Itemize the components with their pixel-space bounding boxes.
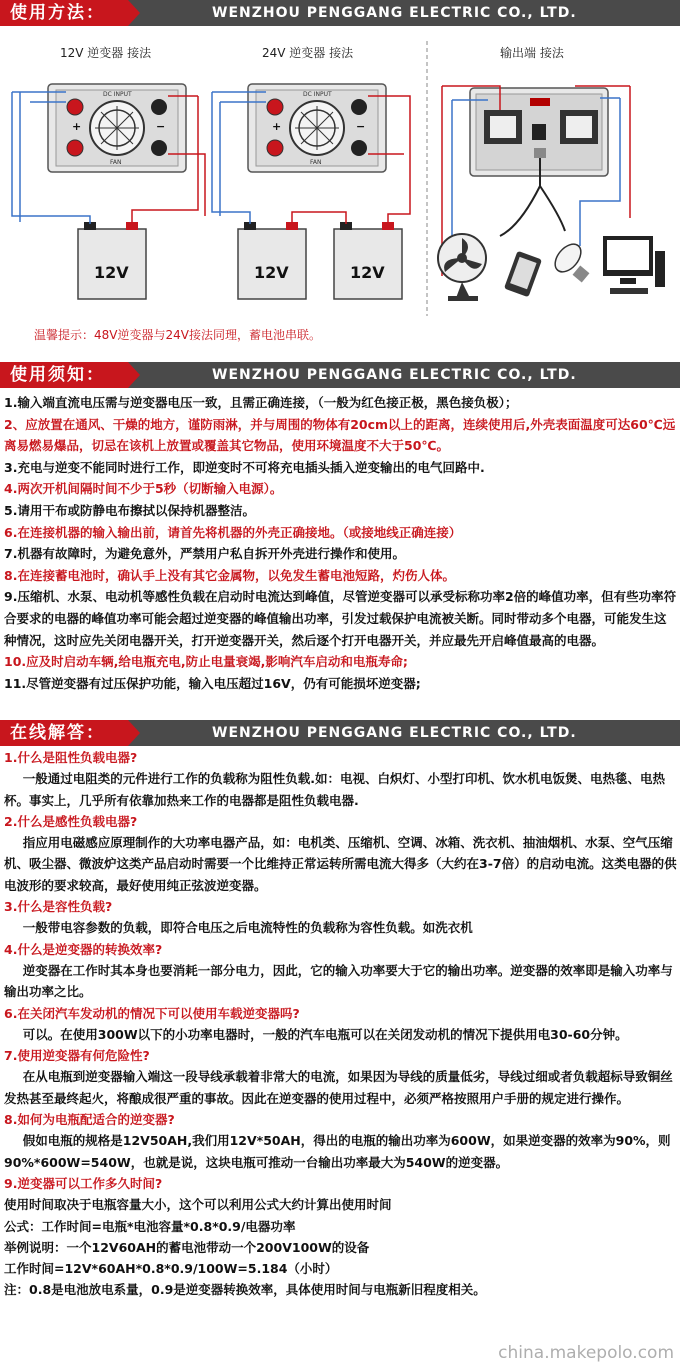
inverter-12v <box>48 84 186 172</box>
faq-question: 9.逆变器可以工作多久时间? <box>4 1175 163 1191</box>
bulb-icon <box>550 239 589 282</box>
usage-notes-list <box>4 392 678 694</box>
wiring-tip: 温馨提示：48V逆变器与24V接法同理，蓄电池串联。 <box>34 328 321 342</box>
faq-answer: 指应用电磁感应原理制作的大功率电器产品，如：电机类、压缩机、空调、冰箱、洗衣机、抽油烟机、水泵、空气压缩机、吸尘器、微波炉这类产品启动时需要一个比维持正常运转所需电流大得多（大约在3-7倍）的启动电流。这类电器的供电波形的要求较高，最好使用纯正弦波逆变器。 <box>4 835 677 893</box>
faq-example: 举例说明：一个12V60AH的蓄电池带动一个200V100W的设备 <box>4 1239 370 1255</box>
section-title: 使用方法： <box>0 0 128 26</box>
wiring-diagram <box>0 26 680 356</box>
faq-question: 4.什么是逆变器的转换效率? <box>4 941 163 957</box>
faq-question: 3.什么是容性负载? <box>4 899 113 915</box>
company-name: WENZHOU PENGGANG ELECTRIC CO., LTD. <box>212 725 577 741</box>
battery-12v-series-right <box>334 222 402 299</box>
faq-answer: 在从电瓶到逆变器输入端这一段导线承载着非常大的电流，如果因为导线的质量低劣，导线过细或者负载超标导致铜丝发热甚至最终起火，将酿成很严重的事故。因此在逆变器的使用过程中，必须严格按照用户手册的规定进行操作。 <box>4 1069 673 1106</box>
faq-question: 7.使用逆变器有何危险性? <box>4 1048 150 1064</box>
faq-answer: 逆变器在工作时其本身也要消耗一部分电力，因此，它的输入功率要大于它的输出功率。逆变器的效率即是输入功率与输出功率之比。 <box>4 962 673 1000</box>
battery-label: 12V <box>350 263 385 282</box>
computer-icon <box>603 236 665 294</box>
section-banner-usage-notes <box>0 362 680 388</box>
inverter-24v <box>248 84 386 172</box>
note-item: 6.在连接机器的输入输出前，请首先将机器的外壳正确接地。（或接地线正确连接） <box>4 524 462 540</box>
svg-text:−: − <box>356 120 366 133</box>
section-banner-faq <box>0 720 680 746</box>
faq-list <box>4 747 678 1301</box>
note-item: 3.充电与逆变不能同时进行工作，即逆变时不可将充电插头插入逆变输出的电气回路中. <box>4 459 485 475</box>
panel-label-fan: FAN <box>110 159 122 166</box>
fan-icon <box>438 234 486 301</box>
svg-text:+: + <box>72 120 82 133</box>
section-banner-usage-method <box>0 0 680 26</box>
label-output-wiring: 输出端 接法 <box>500 46 564 60</box>
faq-question: 8.如何为电瓶配适合的逆变器? <box>4 1112 175 1128</box>
faq-question: 6.在关闭汽车发动机的情况下可以使用车载逆变器吗? <box>4 1005 300 1021</box>
battery-label: 12V <box>254 263 289 282</box>
battery-12v-single <box>78 222 146 299</box>
faq-formula: 公式：工作时间=电瓶*电池容量*0.8*0.9/电器功率 <box>4 1218 296 1234</box>
section-title: 使用须知： <box>0 362 128 388</box>
battery-label: 12V <box>94 263 129 282</box>
note-item: 1.输入端直流电压需与逆变器电压一致，且需正确连接，（一般为红色接正极，黑色接负极）； <box>4 395 518 410</box>
panel-label-fan: FAN <box>310 159 322 166</box>
company-name: WENZHOU PENGGANG ELECTRIC CO., LTD. <box>212 367 577 383</box>
faq-question: 2.什么是感性负载电器? <box>4 813 138 829</box>
label-12v-wiring: 12V 逆变器 接法 <box>60 46 152 60</box>
battery-12v-series-left <box>238 222 306 299</box>
faq-calculation: 工作时间=12V*60AH*0.8*0.9/100W=5.184（小时） <box>4 1261 338 1277</box>
note-item: 9.压缩机、水泵、电动机等感性负载在启动时电流达到峰值，尽管逆变器可以承受标称功率2倍的峰值功率，但有些功率符合要求的电器的峰值功率可能会超过逆变器的峰值输出功率，引发过载保护电流被关断。同时带动多个电器，可能发生这种情况，这时应先关闭电器开关，打开逆变器开关，然后逐个打开电器开关，并应最先开启峰值最高的电器。 <box>4 589 677 648</box>
svg-text:+: + <box>272 120 282 133</box>
faq-footnote: 注：0.8是电池放电系量，0.9是逆变器转换效率，具体使用时间与电瓶新旧程度相关。 <box>4 1282 486 1298</box>
faq-answer: 一般通过电阻类的元件进行工作的负载称为阻性负载.如：电视、白炽灯、小型打印机、饮水机电饭煲、电热毯、电热杯。事实上，几乎所有依靠加热来工作的电器都是阻性负载电器. <box>4 771 666 808</box>
faq-answer-line: 使用时间取决于电瓶容量大小，这个可以利用公式大约计算出使用时间 <box>4 1197 392 1213</box>
wiring-drawing <box>0 26 680 326</box>
faq-question: 1.什么是阻性负载电器? <box>4 750 138 765</box>
label-24v-wiring: 24V 逆变器 接法 <box>262 46 354 60</box>
svg-text:−: − <box>156 120 166 133</box>
faq-answer: 一般带电容参数的负载，即符合电压之后电流特性的负载称为容性负载。如洗衣机 <box>22 920 473 936</box>
note-item: 8.在连接蓄电池时，确认手上没有其它金属物，以免发生蓄电池短路，灼伤人体。 <box>4 567 455 583</box>
note-item: 4.两次开机间隔时间不少于5秒（切断输入电源）。 <box>4 481 283 497</box>
company-name: WENZHOU PENGGANG ELECTRIC CO., LTD. <box>212 5 577 21</box>
note-item: 10.应及时启动车辆,给电瓶充电,防止电量衰竭,影响汽车启动和电瓶寿命; <box>4 654 408 670</box>
note-item: 11.尽管逆变器有过压保护功能，输入电压超过16V，仍有可能损坏逆变器; <box>4 675 421 691</box>
faq-answer: 可以。在使用300W以下的小功率电器时，一般的汽车电瓶可以在关闭发动机的情况下提供用电30-60分钟。 <box>22 1026 628 1042</box>
faq-answer: 假如电瓶的规格是12V50AH,我们用12V*50AH，得出的电瓶的输出功率为600W，如果逆变器的效率为90%，则90%*600W=540W，也就是说，这块电瓶可推动一台输出功率最大为540W的逆变器。 <box>4 1133 671 1170</box>
phone-icon <box>504 251 542 297</box>
note-item: 2、应放置在通风、干燥的地方，谨防雨淋，并与周围的物体有20cm以上的距离，连续使用后,外壳表面温度可达60℃远离易燃易爆品，切忌在该机上放置或覆盖其它物品，使用环境温度不大于50℃。 <box>4 416 676 454</box>
panel-label-dc-input: DC INPUT <box>303 91 332 98</box>
section-title: 在线解答： <box>0 720 128 746</box>
note-item: 5.请用干布或防静电布擦拭以保持机器整洁。 <box>4 502 255 518</box>
panel-label-dc-input: DC INPUT <box>103 91 132 98</box>
watermark: china.makepolo.com <box>498 1343 674 1363</box>
note-item: 7.机器有故障时，为避免意外，严禁用户私自拆开外壳进行操作和使用。 <box>4 546 405 562</box>
